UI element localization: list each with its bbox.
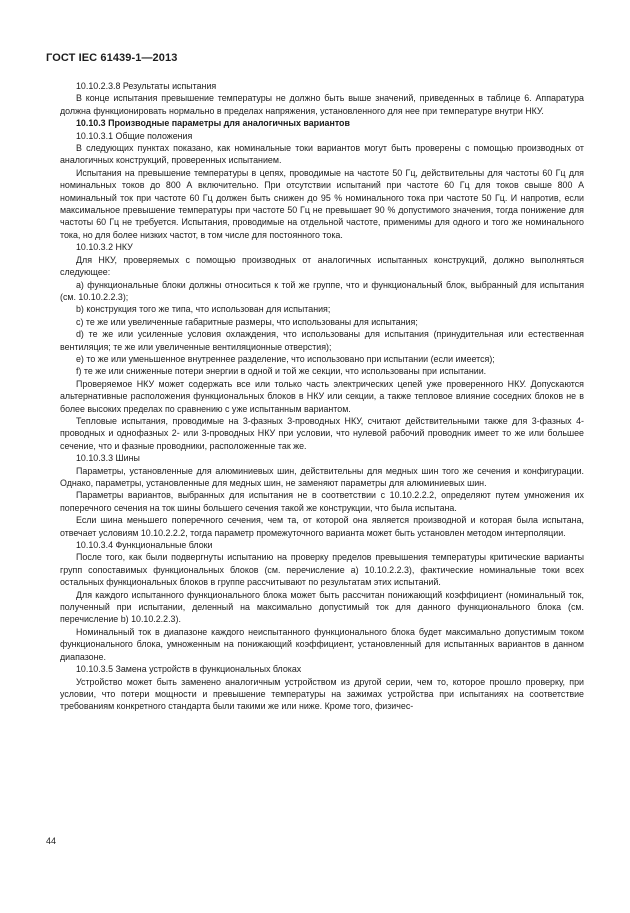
- body-paragraph: Номинальный ток в диапазоне каждого неиспытанного функционального блока будет максимально допустимым током функционального блока, умноженным на понижающий коэффициент, установленный для испытанных вариантов в данном диапазоне.: [60, 626, 584, 662]
- list-item: e) то же или уменьшенное внутреннее разделение, что использовано при испытании (если имеется);: [76, 353, 495, 364]
- section-heading: 10.10.3 Производные параметры для аналогичных вариантов: [76, 118, 350, 129]
- list-item: d) те же или усиленные условия охлаждения, что использованы для испытания (принудительная или естественная вентиляция; те же или увеличенные вентиляционные отверстия);: [60, 329, 584, 352]
- body-paragraph: В конце испытания превышение температуры не должно быть выше значений, приведенных в таблице 6. Аппаратура должна функционировать нормально в пределах напряжения, установленного для нее при температуре внутри НКУ.: [60, 93, 584, 116]
- body-paragraph: После того, как были подвергнуты испытанию на проверку пределов превышения температуры критические варианты групп сопоставимых функциональных блоков (см. перечисление а) 10.10.2.2.3), фактические номинальные токи всех остальных функциональных блоков в группе рассчитывают по результатам этих испытаний.: [60, 552, 584, 588]
- body-paragraph: Для каждого испытанного функционального блока может быть рассчитан понижающий коэффициент (номинальный ток, полученный при испытании, деленный на максимально допустимый ток для данного функционального блока (см. перечисление b) 10.10.2.2.3).: [60, 589, 584, 625]
- body-paragraph: Если шина меньшего поперечного сечения, чем та, от которой она является производной и которая была испытана, отвечает условиям 10.10.2.2.2, тогда параметр промежуточного варианта может быть установлен методом интерполяции.: [60, 515, 584, 538]
- section-heading: 10.10.3.5 Замена устройств в функциональных блоках: [76, 664, 302, 675]
- body-paragraph: Для НКУ, проверяемых с помощью производных от аналогичных испытанных конструкций, должно выполняться следующее:: [60, 254, 584, 278]
- section-heading: 10.10.2.3.8 Результаты испытания: [76, 81, 217, 91]
- body-paragraph: Испытания на превышение температуры в цепях, проводимые на частоте 50 Гц, действительны для частоты 60 Гц для номинальных токов до 800 А включительно. При отсутствии испытаний при частоте 60 Гц для токов свыше 800 А номинальный ток при частоте 60 Гц должен быть снижен до 95 % номинального тока при частоте 50 Гц. И напротив, если максимальное превышение температуры при частоте 50 Гц не превышает 90 % допустимого значения, тогда понижение для частоты 60 Гц не требуется. Испытания, проводимые на отдельной частоте, применимы для одного и того же номинального тока, но для более низких частот, в том числе для постоянного тока.: [60, 167, 584, 240]
- list-item: b) конструкция того же типа, что использован для испытания;: [76, 304, 331, 315]
- body-paragraph: Тепловые испытания, проводимые на 3-фазных 3-проводных НКУ, считают действительными также для 3-фазных 4-проводных и однофазных 2- или 3-проводных НКУ при условии, что нулевой рабочий проводник имеет то же или большее сечение, что и фазные проводники, расположенные так же.: [60, 415, 584, 451]
- body-paragraph: Параметры, установленные для алюминиевых шин, действительны для медных шин того же сечения и конфигурации. Однако, параметры, установленные для медных шин, не заменяют параметры для алюминиевых шин.: [60, 465, 584, 488]
- body-paragraph: Устройство может быть заменено аналогичным устройством из другой серии, чем то, которое прошло проверку, при условии, что потери мощности и превышение температуры на зажимах устройства при испытаниях на соответствие требованиям конкретного стандарта были такими же или ниже. Кроме того, физичес-: [60, 676, 584, 712]
- document-body: [60, 80, 584, 713]
- list-item: а) функциональные блоки должны относиться к той же группе, что и функциональный блок, выбранный для испытания (см. 10.10.2.2.3);: [60, 279, 584, 302]
- body-paragraph: В следующих пунктах показано, как номинальные токи вариантов могут быть проверены с помощью производных от аналогичных конструкций, проверенных испытанием.: [60, 143, 584, 166]
- section-heading: 10.10.3.2 НКУ: [76, 242, 133, 253]
- body-paragraph: Параметры вариантов, выбранных для испытания не в соответствии с 10.10.2.2.2, определяют путем умножения их поперечного сечения на ток шины большего сечения такой же конструкции, что была испытана.: [60, 490, 584, 513]
- standard-header: ГОСТ IEC 61439-1—2013: [46, 52, 178, 64]
- list-item: c) те же или увеличенные габаритные размеры, что использованы для испытания;: [76, 316, 418, 327]
- page-number: 44: [46, 836, 57, 846]
- body-paragraph: Проверяемое НКУ может содержать все или только часть электрических цепей уже проверенного НКУ. Допускаются альтернативные расположения функциональных блоков в НКУ или секции, а также тепловое влияние соседних блоков не в более высоких пределах по сравнению с уже испытанным вариантом.: [60, 378, 584, 414]
- list-item: f) те же или сниженные потери энергии в одной и той же секции, что использованы при испытании.: [76, 366, 487, 377]
- section-heading: 10.10.3.3 Шины: [76, 453, 140, 464]
- section-heading: 10.10.3.4 Функциональные блоки: [76, 540, 213, 551]
- section-heading: 10.10.3.1 Общие положения: [76, 130, 193, 141]
